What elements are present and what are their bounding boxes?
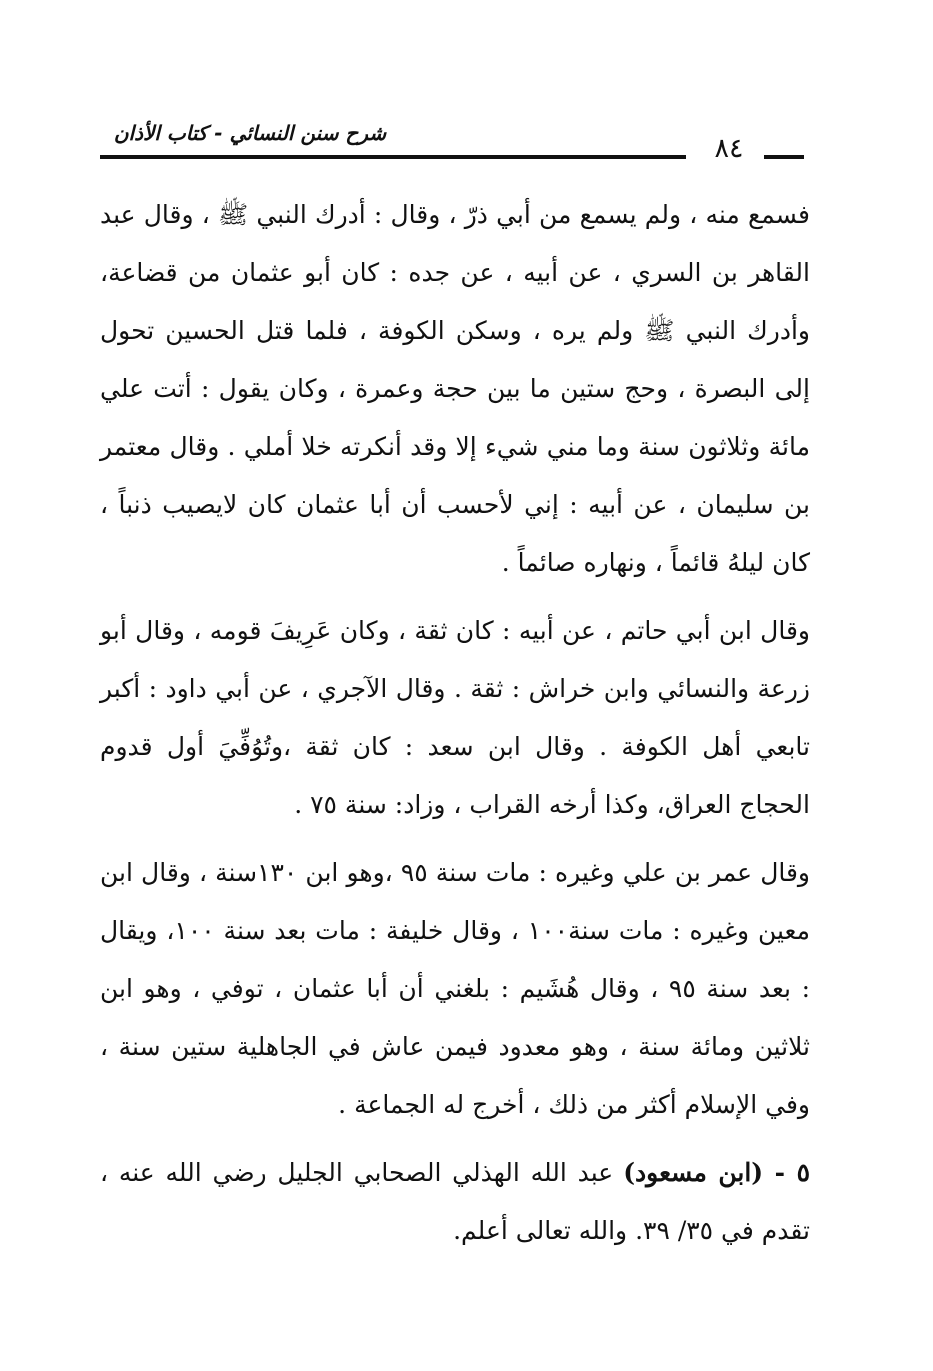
paragraph-ibn-masud xyxy=(100,1144,810,1260)
paragraph-text: وقال ابن أبي حاتم ، عن أبيه : كان ثقة ، وكان عَرِيفَ قومه ، وقال أبو زرعة والنسائي وابن خراش : ثقة . وقال الآجري ، عن أبي داود : أكبر تابعي أهل الكوفة . وقال ابن سعد : كان ثقة ،وتُوُفِّيَ أول قدوم الحجاج العراق، وكذا أرخه القراب ، وزاد: سنة ٧٥ . xyxy=(100,616,810,819)
paragraph-text: عبد الله الهذلي الصحابي الجليل رضي الله عنه ، تقدم في ٣٥/ ٣٩. والله تعالى أعلم. xyxy=(100,1158,810,1245)
page-number-dash xyxy=(764,155,804,159)
paragraph-biography xyxy=(100,186,810,592)
running-title: شرح سنن النسائي - كتاب الأذان xyxy=(113,121,387,145)
body-text xyxy=(100,186,810,1260)
narrator-heading: ٥ - (ابن مسعود) xyxy=(623,1158,811,1187)
header-rule xyxy=(100,155,686,159)
paragraph-text: وقال عمر بن علي وغيره : مات سنة ٩٥ ،وهو ابن ١٣٠سنة ، وقال ابن معين وغيره : مات سنة١٠٠ ، وقال خليفة : مات بعد سنة ١٠٠، ويقال : بعد سنة ٩٥ ، وقال هُشَيم : بلغني أن أبا عثمان ، توفي ، وهو ابن ثلاثين ومائة سنة ، وهو معدود فيمن عاش في الجاهلية ستين سنة ، وفي الإسلام أكثر من ذلك ، أخرج له الجماعة . xyxy=(100,858,811,1119)
paragraph-death-date xyxy=(100,844,810,1134)
page-number: ٨٤ xyxy=(714,133,744,164)
paragraph-text: فسمع منه ، ولم يسمع من أبي ذرّ ، وقال : أدرك النبي ﷺ ، وقال عبد القاهر بن السري ، عن أبيه ، عن جده : كان أبو عثمان من قضاعة، وأدرك النبي ﷺ ولم يره ، وسكن الكوفة ، فلما قتل الحسين تحول إلى البصرة ، وحج ستين ما بين حجة وعمرة ، وكان يقول : أتت علي مائة وثلاثون سنة وما مني شيء إلا وقد أنكرته خلا أملي . وقال معتمر بن سليمان ، عن أبيه : إني لأحسب أن أبا عثمان كان لايصيب ذنباً ، كان ليلهُ قائماً ، ونهاره صائماً . xyxy=(100,200,810,577)
paragraph-trustworthiness xyxy=(100,602,810,834)
